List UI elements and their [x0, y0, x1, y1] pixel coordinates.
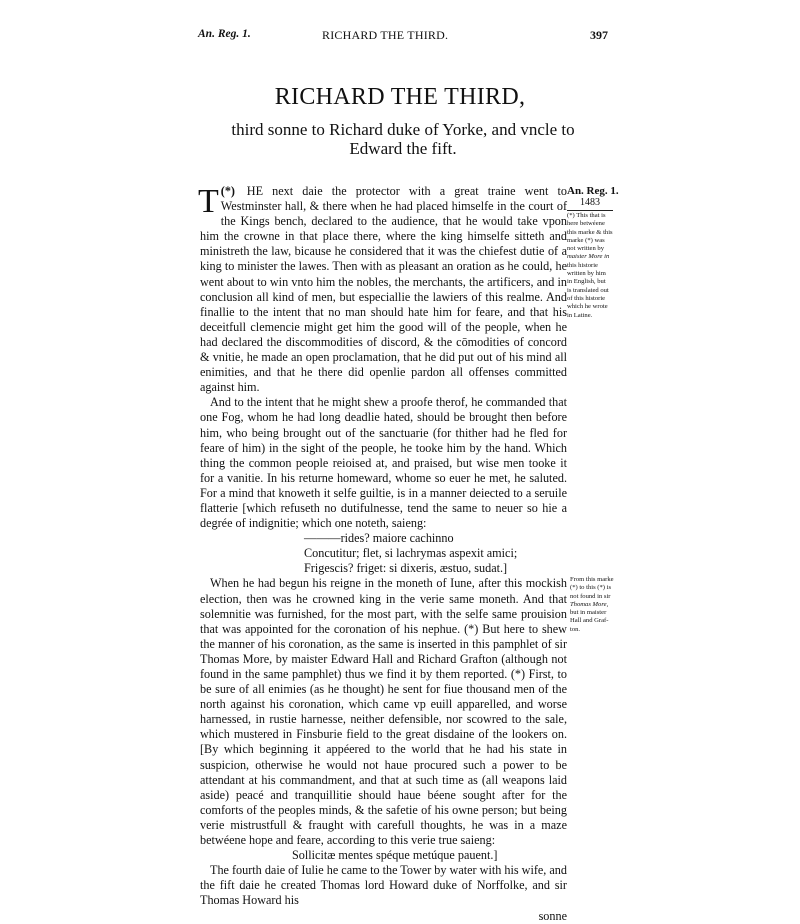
margin-note-line: (*) This that is	[567, 212, 606, 219]
page-number: 397	[590, 28, 608, 42]
margin-note-line: of this historie	[567, 294, 606, 302]
margin-note-line: but in maister	[570, 609, 607, 617]
margin-note-line: is translated out	[567, 286, 609, 294]
chapter-subtitle	[212, 120, 594, 158]
drop-cap: T	[198, 183, 219, 220]
paragraph-1	[200, 184, 567, 395]
chapter-title: RICHARD THE THIRD,	[274, 84, 526, 110]
catchword: sonne	[538, 908, 567, 923]
margin-note-line: this marke & this	[567, 228, 613, 236]
margin-note-line: here betwéene	[567, 220, 605, 228]
margin-note-regnal	[567, 185, 627, 320]
margin-note-line: not written by	[567, 245, 604, 253]
footnote-marker: (*)	[220, 184, 235, 198]
verse-quotation-2: Sollicitæ mentes spéque metúque pauent.]	[292, 848, 498, 863]
margin-note-line: in English, but	[567, 278, 606, 286]
margin-note-line: Thomas More,	[570, 600, 609, 608]
margin-note-line: in Latine.	[567, 311, 593, 319]
margin-note-line: not found in sir	[570, 592, 611, 600]
margin-note-line: which he wrote	[567, 303, 608, 311]
margin-note-line: written by him	[567, 270, 606, 278]
margin-note-line: maister More in	[567, 253, 610, 261]
margin-note-line: ton.	[570, 625, 581, 633]
body-text	[200, 184, 567, 924]
margin-note-line: this historie	[567, 261, 598, 269]
margin-note-line: Hall and Graf-	[570, 617, 609, 625]
paragraph-1-text: HE next daie the protector with a great traine went to Westminster hall, & there when he had placed himselfe in the court of the Kings bench, declared to the audience, that he would take vpon him the crowne in that place there, where the king himselfe sitteth and ministreth the law, bicause he considered that it was the chiefest dutie of a king to minister the lawes. Then with as pleasant an oration as he could, he went about to win vnto him the nobles, the merchants, the artificers, and in conclusion all kind of men, but especiallie the lawiers of this realme. And finallie to the intent that no man should hate him for feare, and that his deceitfull clemencie might get him the good will of the people, when he had declared the discommodities of discord, & the cōmodities of concord & vnitie, he made an open proclamation, that he did put out of his mind all enimities, and that he there did openlie pardon all offenses committed against him.	[200, 184, 567, 395]
margin-note-line: From this marke	[570, 576, 614, 583]
margin-regnal-year: An. Reg. 1.	[567, 185, 619, 197]
running-head	[198, 28, 608, 44]
paragraph-2: And to the intent that he might shew a proofe therof, he commanded that one Fog, whom he had long deadlie hated, should be brought then before him, who being brought out of the sanctuarie (for thither had he fled for feare of him) in the sight of the people, he tooke him by the hand. Which thing the common people reioised at, and praised, but wise men tooke it for a vanitie. In his returne homeward, whome so euer he met, he saluted. For a mind that knoweth it selfe guiltie, is in a manner deiected to a seruile flatterie [which refuseth no dutifulnesse, tend the same to neuer so hie a degrée of indignitie; which one noteth, saieng:	[200, 395, 567, 531]
margin-note-hall-grafton	[570, 576, 628, 634]
margin-note-line: marke (*) was	[567, 236, 605, 244]
margin-note-line: (*) to this (*) is	[570, 584, 612, 592]
subtitle-line-2: Edward the fift.	[349, 139, 457, 158]
verse-line: ———rides? maiore cachinno	[304, 531, 454, 546]
verse-line: Concutitur; flet, si lachrymas aspexit amici;	[304, 546, 518, 561]
verse-quotation-1	[200, 531, 567, 576]
running-title: RICHARD THE THIRD.	[322, 28, 449, 42]
subtitle-line-1: third sonne to Richard duke of Yorke, and vncle to	[231, 120, 575, 139]
paragraph-4: The fourth daie of Iulie he came to the Tower by water with his wife, and the fift daie he created Thomas lord Howard duke of Norffolke, and sir Thomas Howard his	[200, 863, 567, 908]
margin-year: 1483	[567, 197, 613, 211]
paragraph-3: When he had begun his reigne in the moneth of Iune, after this mockish election, then was he crowned king in the verie same moneth. And that solemnitie was furnished, for the most part, with the selfe same prouision that was appointed for the coronation of his nephue. (*) But here to shew the manner of his coronation, as the same is inserted in this pamphlet of sir Thomas More, by maister Edward Hall and Richard Grafton (although not found in the same pamphlet) thus we find it by them reported. (*) First, to be sure of all enimies (as he thought) he sent for fiue thousand men of the north against his coronation, which came vp euill apparelled, and worse harnessed, in rustie harnesse, neither defensible, nor scowred to the sale, which mustered in Finsburie field to the great disdaine of the lookers on. [By which beginning it appéered to the world that he had his state in suspicion, otherwise he would not haue procured such a power to be attendant at his commandment, and that at such time as (all weapons laid aside) peacé and tranquillitie should haue béene sought after for the comforts of the peoples minds, & the safetie of his owne person; but being verie mistrustfull & fraught with carefull thoughts, he was in a maze betwéene hope and feare, according to this verie true saieng:	[200, 576, 567, 848]
verse-line: Frigescis? friget: si dixeris, æstuo, sudat.]	[304, 561, 508, 576]
regnal-year-header: An. Reg. 1.	[198, 28, 251, 40]
